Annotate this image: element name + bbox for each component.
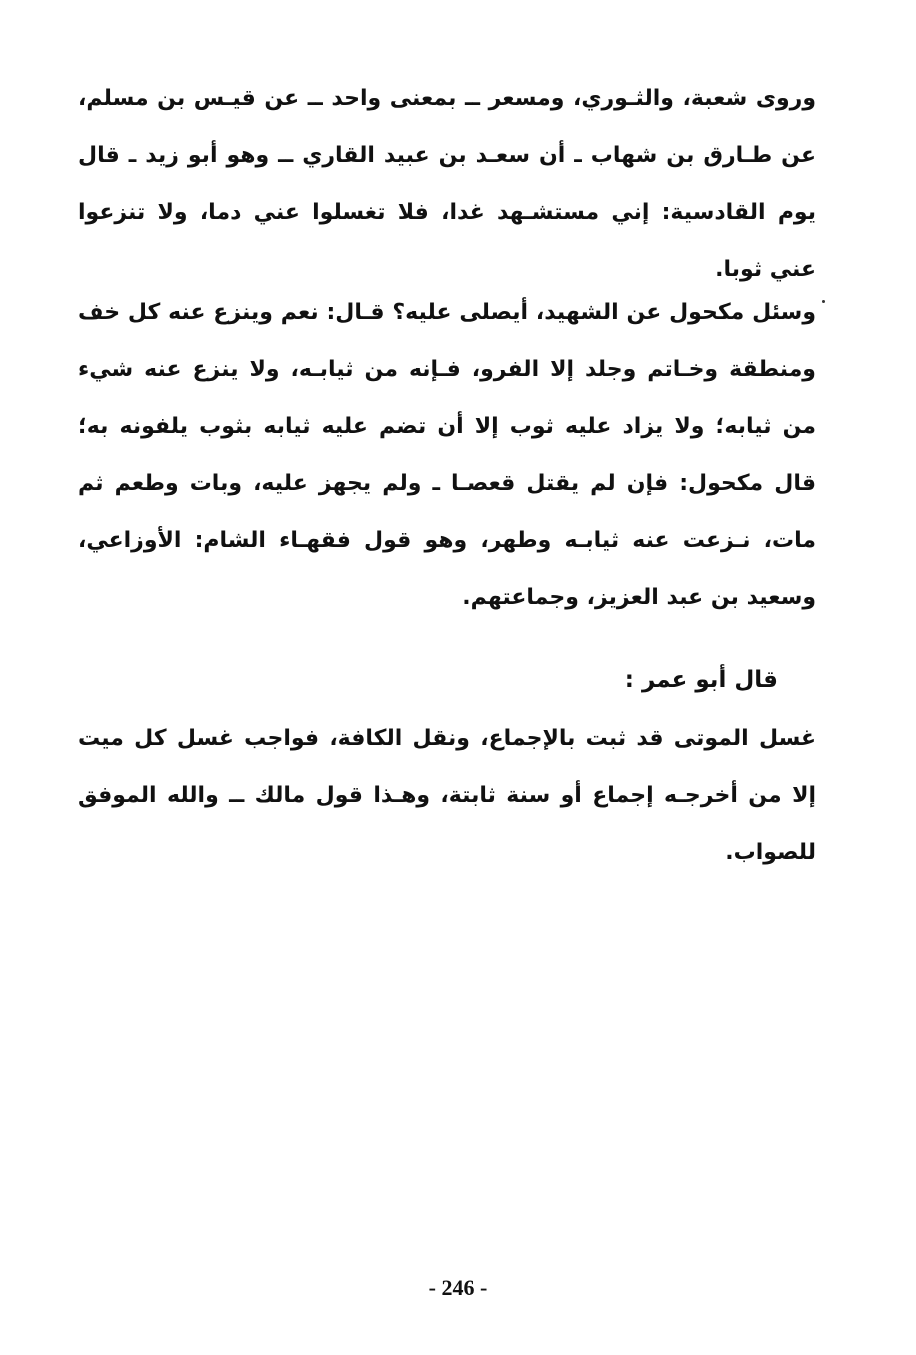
paragraph-3-container: [78, 710, 816, 881]
paragraph-1-container: [78, 70, 816, 298]
paragraph-2: وسئل مكحول عن الشهيد، أيصلى عليه؟ قـال: نعم وينزع عنه كل خف ومنطقة وخـاتم وجلد إلا الفرو، فـإنه من ثيابـه، ولا ينزع عنه شيء من ثيابه؛ ولا يزاد عليه ثوب إلا أن تضم عليه ثيابه بثوب يلفونه به؛ قال مكحول: فإن لم يقتل قعصـا ـ ولم يجهز عليه، وبات وطعم ثم مات، نـزعت عنه ثيابـه وطهر، وهو قول فقهـاء الشام: الأوزاعي، وسعيد بن عبد العزيز، وجماعتهم.: [78, 300, 816, 610]
scan-speck: [822, 300, 825, 303]
paragraph-2-container: [78, 284, 816, 626]
paragraph-3: غسل الموتى قد ثبت بالإجماع، ونقل الكافة، فواجب غسل كل ميت إلا من أخرجـه إجماع أو سنة ثابتة، وهـذا قول مالك ــ والله الموفق للصواب.: [78, 726, 816, 865]
section-heading: قال أبو عمر :: [624, 667, 778, 693]
section-heading-container: [78, 660, 816, 700]
page-number: - 246 -: [428, 1275, 488, 1300]
paragraph-1: وروى شعبة، والثـوري، ومسعر ــ بمعنى واحد ــ عن قيـس بن مسلم، عن طـارق بن شهاب ـ أن سعـد بن عبيد القاري ــ وهو أبو زيد ـ قال يوم القادسية: إني مستشـهد غدا، فلا تغسلوا عني دما، ولا تنزعوا عني ثوبا.: [78, 86, 816, 282]
